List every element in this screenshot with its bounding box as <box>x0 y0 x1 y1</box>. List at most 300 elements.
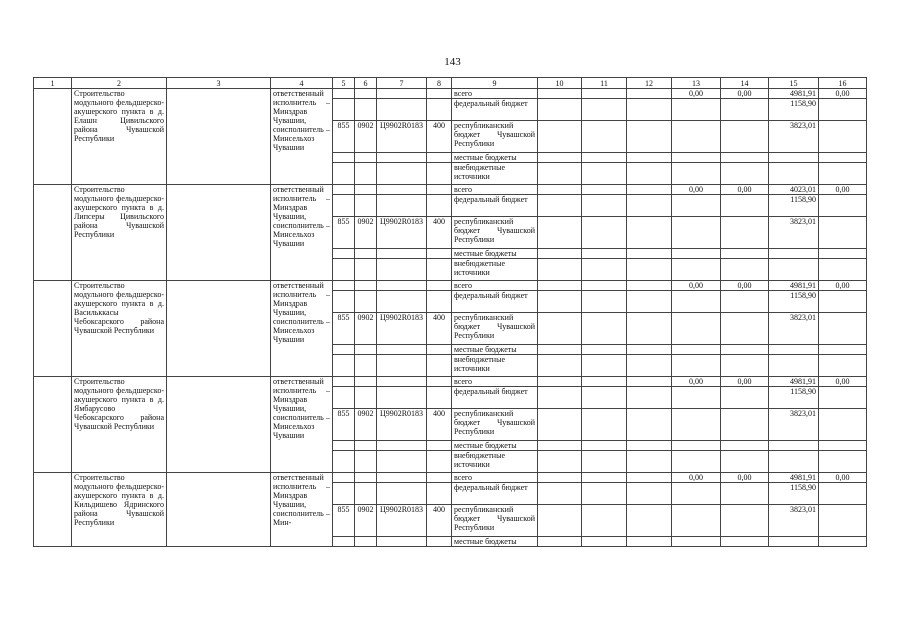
column-15-cell <box>769 355 819 377</box>
code-section-cell <box>355 537 377 547</box>
column-16-cell <box>819 483 867 505</box>
header-cell: 9 <box>452 78 538 89</box>
column-14-cell: 0,00 <box>721 377 769 387</box>
column-11-cell <box>582 345 627 355</box>
funding-source-cell: всего <box>452 281 538 291</box>
funding-source-cell: республиканский бюджет Чувашской Республики <box>452 409 538 441</box>
funding-source-cell: местные бюджеты <box>452 249 538 259</box>
code-target-cell <box>377 249 427 259</box>
column-13-cell <box>672 195 721 217</box>
column-14-cell <box>721 217 769 249</box>
column-12-cell <box>627 121 672 153</box>
column-10-cell <box>538 121 582 153</box>
header-cell: 16 <box>819 78 867 89</box>
column-16-cell <box>819 121 867 153</box>
code-grbs-cell <box>333 345 355 355</box>
measure-name-cell: Строительство модульного фельдшерско-акушерского пункта в д. Липсеры Цивильского района Чувашской Республики <box>72 185 167 281</box>
column-12-cell <box>627 377 672 387</box>
column-15-cell: 1158,90 <box>769 195 819 217</box>
row-number-cell <box>34 473 72 547</box>
column-10-cell <box>538 387 582 409</box>
code-target-cell <box>377 355 427 377</box>
funding-source-cell: всего <box>452 185 538 195</box>
column-15-cell <box>769 451 819 473</box>
column-10-cell <box>538 451 582 473</box>
code-type-cell <box>427 355 452 377</box>
column-12-cell <box>627 387 672 409</box>
funding-source-cell: федеральный бюджет <box>452 387 538 409</box>
funding-source-cell: республиканский бюджет Чувашской Республики <box>452 121 538 153</box>
column-16-cell <box>819 99 867 121</box>
column-13-cell <box>672 217 721 249</box>
column-12-cell <box>627 153 672 163</box>
code-section-cell <box>355 387 377 409</box>
column-15-cell: 3823,01 <box>769 505 819 537</box>
code-grbs-cell: 855 <box>333 505 355 537</box>
page-number: 143 <box>444 56 461 68</box>
column-16-cell <box>819 313 867 345</box>
code-grbs-cell <box>333 281 355 291</box>
column-15-cell: 3823,01 <box>769 409 819 441</box>
code-grbs-cell <box>333 451 355 473</box>
column-15-cell <box>769 153 819 163</box>
funding-source-cell: внебюджетные источники <box>452 259 538 281</box>
column-15-cell: 1158,90 <box>769 99 819 121</box>
column-10-cell <box>538 313 582 345</box>
table-row <box>34 89 867 99</box>
column-11-cell <box>582 451 627 473</box>
column-14-cell <box>721 249 769 259</box>
column-10-cell <box>538 259 582 281</box>
column-13-cell <box>672 537 721 547</box>
column-16-cell: 0,00 <box>819 89 867 99</box>
column-16-cell <box>819 217 867 249</box>
code-section-cell <box>355 291 377 313</box>
code-type-cell <box>427 185 452 195</box>
code-target-cell <box>377 483 427 505</box>
code-grbs-cell <box>333 249 355 259</box>
column-11-cell <box>582 441 627 451</box>
column-14-cell <box>721 355 769 377</box>
code-grbs-cell: 855 <box>333 409 355 441</box>
measure-name-cell: Строительство модульного фельдшерско-акушерского пункта в д. Васильккасы Чебоксарского района Чувашской Республики <box>72 281 167 377</box>
column-15-cell: 3823,01 <box>769 217 819 249</box>
column-11-cell <box>582 153 627 163</box>
code-type-cell <box>427 441 452 451</box>
column-3-cell <box>167 473 271 547</box>
code-target-cell <box>377 537 427 547</box>
code-type-cell <box>427 345 452 355</box>
column-13-cell: 0,00 <box>672 473 721 483</box>
column-12-cell <box>627 537 672 547</box>
column-14-cell: 0,00 <box>721 281 769 291</box>
column-12-cell <box>627 99 672 121</box>
column-12-cell <box>627 249 672 259</box>
column-13-cell <box>672 409 721 441</box>
column-13-cell <box>672 121 721 153</box>
column-16-cell: 0,00 <box>819 281 867 291</box>
code-grbs-cell: 855 <box>333 217 355 249</box>
executor-cell: ответственный исполнитель – Минздрав Чувашии, соисполнитель – Минсельхоз Чувашии <box>271 377 333 473</box>
column-12-cell <box>627 483 672 505</box>
column-10-cell <box>538 89 582 99</box>
column-10-cell <box>538 345 582 355</box>
funding-source-cell: внебюджетные источники <box>452 451 538 473</box>
code-type-cell <box>427 249 452 259</box>
row-number-cell <box>34 89 72 185</box>
column-11-cell <box>582 409 627 441</box>
column-11-cell <box>582 355 627 377</box>
column-11-cell <box>582 259 627 281</box>
column-10-cell <box>538 163 582 185</box>
column-12-cell <box>627 355 672 377</box>
header-cell: 12 <box>627 78 672 89</box>
column-14-cell: 0,00 <box>721 89 769 99</box>
column-16-cell <box>819 163 867 185</box>
funding-source-cell: федеральный бюджет <box>452 99 538 121</box>
executor-cell: ответственный исполнитель – Минздрав Чувашии, соисполнитель – Минсельхоз Чувашии <box>271 89 333 185</box>
column-14-cell <box>721 387 769 409</box>
code-target-cell <box>377 153 427 163</box>
code-type-cell <box>427 473 452 483</box>
column-12-cell <box>627 505 672 537</box>
code-type-cell <box>427 537 452 547</box>
header-cell: 3 <box>167 78 271 89</box>
column-15-cell: 1158,90 <box>769 387 819 409</box>
column-15-cell: 4981,91 <box>769 281 819 291</box>
column-12-cell <box>627 291 672 313</box>
column-15-cell: 3823,01 <box>769 313 819 345</box>
column-10-cell <box>538 473 582 483</box>
column-11-cell <box>582 473 627 483</box>
code-target-cell <box>377 185 427 195</box>
funding-source-cell: всего <box>452 473 538 483</box>
column-14-cell <box>721 195 769 217</box>
code-grbs-cell: 855 <box>333 313 355 345</box>
column-3-cell <box>167 185 271 281</box>
column-11-cell <box>582 99 627 121</box>
column-13-cell <box>672 153 721 163</box>
column-14-cell <box>721 153 769 163</box>
column-14-cell <box>721 291 769 313</box>
funding-source-cell: местные бюджеты <box>452 345 538 355</box>
code-grbs-cell <box>333 185 355 195</box>
column-13-cell <box>672 483 721 505</box>
header-cell: 8 <box>427 78 452 89</box>
column-15-cell <box>769 441 819 451</box>
code-target-cell <box>377 473 427 483</box>
code-type-cell <box>427 451 452 473</box>
column-16-cell <box>819 355 867 377</box>
table-row <box>34 377 867 387</box>
code-type-cell <box>427 163 452 185</box>
code-grbs-cell <box>333 259 355 281</box>
budget-table <box>33 77 867 547</box>
column-14-cell: 0,00 <box>721 185 769 195</box>
column-11-cell <box>582 249 627 259</box>
code-type-cell <box>427 291 452 313</box>
code-target-cell: Ц9902R0183 <box>377 505 427 537</box>
column-16-cell <box>819 451 867 473</box>
column-15-cell: 4981,91 <box>769 377 819 387</box>
code-type-cell: 400 <box>427 121 452 153</box>
code-section-cell: 0902 <box>355 505 377 537</box>
code-target-cell: Ц9902R0183 <box>377 313 427 345</box>
header-cell: 14 <box>721 78 769 89</box>
column-14-cell <box>721 451 769 473</box>
code-grbs-cell <box>333 153 355 163</box>
funding-source-cell: местные бюджеты <box>452 153 538 163</box>
code-section-cell <box>355 483 377 505</box>
column-16-cell <box>819 259 867 281</box>
column-3-cell <box>167 377 271 473</box>
column-16-cell <box>819 249 867 259</box>
column-10-cell <box>538 185 582 195</box>
column-12-cell <box>627 89 672 99</box>
column-16-cell <box>819 409 867 441</box>
code-grbs-cell <box>333 473 355 483</box>
code-target-cell <box>377 291 427 313</box>
column-11-cell <box>582 505 627 537</box>
column-11-cell <box>582 291 627 313</box>
code-section-cell <box>355 377 377 387</box>
column-15-cell: 4023,01 <box>769 185 819 195</box>
column-12-cell <box>627 185 672 195</box>
code-grbs-cell <box>333 355 355 377</box>
column-13-cell <box>672 441 721 451</box>
code-type-cell: 400 <box>427 505 452 537</box>
header-cell: 13 <box>672 78 721 89</box>
column-10-cell <box>538 537 582 547</box>
code-section-cell: 0902 <box>355 217 377 249</box>
column-10-cell <box>538 409 582 441</box>
column-14-cell <box>721 259 769 281</box>
column-14-cell <box>721 345 769 355</box>
code-target-cell <box>377 377 427 387</box>
column-14-cell <box>721 163 769 185</box>
column-15-cell <box>769 537 819 547</box>
column-12-cell <box>627 345 672 355</box>
column-15-cell: 1158,90 <box>769 291 819 313</box>
column-14-cell <box>721 537 769 547</box>
column-13-cell <box>672 451 721 473</box>
code-section-cell <box>355 89 377 99</box>
code-type-cell <box>427 377 452 387</box>
column-13-cell <box>672 313 721 345</box>
code-grbs-cell <box>333 99 355 121</box>
funding-source-cell: местные бюджеты <box>452 537 538 547</box>
code-type-cell <box>427 387 452 409</box>
code-section-cell <box>355 355 377 377</box>
code-section-cell: 0902 <box>355 121 377 153</box>
row-number-cell <box>34 281 72 377</box>
header-cell: 10 <box>538 78 582 89</box>
row-number-cell <box>34 185 72 281</box>
column-3-cell <box>167 281 271 377</box>
column-13-cell <box>672 355 721 377</box>
code-section-cell <box>355 249 377 259</box>
column-14-cell <box>721 121 769 153</box>
code-section-cell <box>355 345 377 355</box>
column-12-cell <box>627 313 672 345</box>
column-16-cell: 0,00 <box>819 377 867 387</box>
code-section-cell <box>355 195 377 217</box>
code-grbs-cell <box>333 163 355 185</box>
column-14-cell <box>721 99 769 121</box>
code-target-cell <box>377 89 427 99</box>
column-11-cell <box>582 281 627 291</box>
code-grbs-cell <box>333 483 355 505</box>
code-section-cell <box>355 153 377 163</box>
header-cell: 2 <box>72 78 167 89</box>
column-10-cell <box>538 377 582 387</box>
column-10-cell <box>538 291 582 313</box>
code-type-cell <box>427 259 452 281</box>
code-section-cell: 0902 <box>355 409 377 441</box>
code-grbs-cell <box>333 441 355 451</box>
code-section-cell: 0902 <box>355 313 377 345</box>
code-type-cell <box>427 195 452 217</box>
column-11-cell <box>582 537 627 547</box>
column-11-cell <box>582 313 627 345</box>
column-16-cell <box>819 291 867 313</box>
column-10-cell <box>538 99 582 121</box>
code-section-cell <box>355 163 377 185</box>
funding-source-cell: республиканский бюджет Чувашской Республики <box>452 313 538 345</box>
column-13-cell <box>672 259 721 281</box>
funding-source-cell: республиканский бюджет Чувашской Республики <box>452 505 538 537</box>
measure-name-cell: Строительство модульного фельдшерско-акушерского пункта в д. Ямбарусово Чебоксарского района Чувашской Республики <box>72 377 167 473</box>
column-14-cell <box>721 409 769 441</box>
code-target-cell <box>377 195 427 217</box>
column-15-cell: 1158,90 <box>769 483 819 505</box>
column-12-cell <box>627 259 672 281</box>
code-grbs-cell <box>333 387 355 409</box>
code-target-cell <box>377 163 427 185</box>
column-12-cell <box>627 473 672 483</box>
column-11-cell <box>582 163 627 185</box>
column-13-cell <box>672 505 721 537</box>
column-10-cell <box>538 441 582 451</box>
code-type-cell: 400 <box>427 409 452 441</box>
executor-cell: ответственный исполнитель – Минздрав Чувашии, соисполнитель – Минсельхоз Чувашии <box>271 281 333 377</box>
code-type-cell <box>427 89 452 99</box>
code-section-cell <box>355 99 377 121</box>
code-grbs-cell <box>333 291 355 313</box>
column-13-cell: 0,00 <box>672 281 721 291</box>
column-16-cell: 0,00 <box>819 185 867 195</box>
header-cell: 5 <box>333 78 355 89</box>
column-16-cell <box>819 153 867 163</box>
column-10-cell <box>538 281 582 291</box>
code-section-cell <box>355 259 377 281</box>
column-12-cell <box>627 195 672 217</box>
funding-source-cell: местные бюджеты <box>452 441 538 451</box>
code-target-cell <box>377 387 427 409</box>
column-12-cell <box>627 409 672 441</box>
header-row <box>34 78 867 89</box>
column-13-cell <box>672 99 721 121</box>
code-section-cell <box>355 441 377 451</box>
code-target-cell: Ц9902R0183 <box>377 217 427 249</box>
column-11-cell <box>582 121 627 153</box>
column-16-cell <box>819 345 867 355</box>
column-12-cell <box>627 281 672 291</box>
column-13-cell <box>672 291 721 313</box>
code-grbs-cell <box>333 89 355 99</box>
funding-source-cell: республиканский бюджет Чувашской Республики <box>452 217 538 249</box>
column-14-cell <box>721 505 769 537</box>
column-10-cell <box>538 153 582 163</box>
column-15-cell: 4981,91 <box>769 473 819 483</box>
column-16-cell: 0,00 <box>819 473 867 483</box>
header-cell: 4 <box>271 78 333 89</box>
code-type-cell: 400 <box>427 313 452 345</box>
executor-cell: ответственный исполнитель – Минздрав Чувашии, соисполнитель – Минсельхоз Чувашии <box>271 185 333 281</box>
funding-source-cell: внебюджетные источники <box>452 355 538 377</box>
code-target-cell <box>377 99 427 121</box>
code-grbs-cell: 855 <box>333 121 355 153</box>
code-target-cell: Ц9902R0183 <box>377 121 427 153</box>
code-target-cell: Ц9902R0183 <box>377 409 427 441</box>
funding-source-cell: всего <box>452 377 538 387</box>
column-10-cell <box>538 483 582 505</box>
code-grbs-cell <box>333 537 355 547</box>
column-11-cell <box>582 387 627 409</box>
column-15-cell <box>769 163 819 185</box>
measure-name-cell: Строительство модульного фельдшерско-акушерского пункта в д. Елашн Цивильского района Чувашской Республики <box>72 89 167 185</box>
code-grbs-cell <box>333 195 355 217</box>
column-12-cell <box>627 163 672 185</box>
column-13-cell <box>672 387 721 409</box>
code-section-cell <box>355 281 377 291</box>
header-cell: 1 <box>34 78 72 89</box>
column-16-cell <box>819 387 867 409</box>
funding-source-cell: внебюджетные источники <box>452 163 538 185</box>
code-type-cell: 400 <box>427 217 452 249</box>
code-target-cell <box>377 281 427 291</box>
column-10-cell <box>538 249 582 259</box>
column-13-cell <box>672 249 721 259</box>
table-row <box>34 473 867 483</box>
column-14-cell <box>721 483 769 505</box>
measure-name-cell: Строительство модульного фельдшерско-акушерского пункта в д. Кильдишево Ядринского района Чувашской Республики <box>72 473 167 547</box>
column-14-cell: 0,00 <box>721 473 769 483</box>
code-type-cell <box>427 153 452 163</box>
column-16-cell <box>819 195 867 217</box>
code-target-cell <box>377 259 427 281</box>
header-cell: 11 <box>582 78 627 89</box>
column-10-cell <box>538 355 582 377</box>
column-11-cell <box>582 185 627 195</box>
column-11-cell <box>582 89 627 99</box>
column-16-cell <box>819 441 867 451</box>
funding-source-cell: федеральный бюджет <box>452 483 538 505</box>
code-type-cell <box>427 281 452 291</box>
header-cell: 7 <box>377 78 427 89</box>
funding-source-cell: всего <box>452 89 538 99</box>
column-3-cell <box>167 89 271 185</box>
column-15-cell <box>769 259 819 281</box>
column-13-cell: 0,00 <box>672 89 721 99</box>
column-15-cell <box>769 345 819 355</box>
column-15-cell: 3823,01 <box>769 121 819 153</box>
column-11-cell <box>582 377 627 387</box>
funding-source-cell: федеральный бюджет <box>452 195 538 217</box>
column-12-cell <box>627 217 672 249</box>
table-row <box>34 185 867 195</box>
column-13-cell: 0,00 <box>672 185 721 195</box>
